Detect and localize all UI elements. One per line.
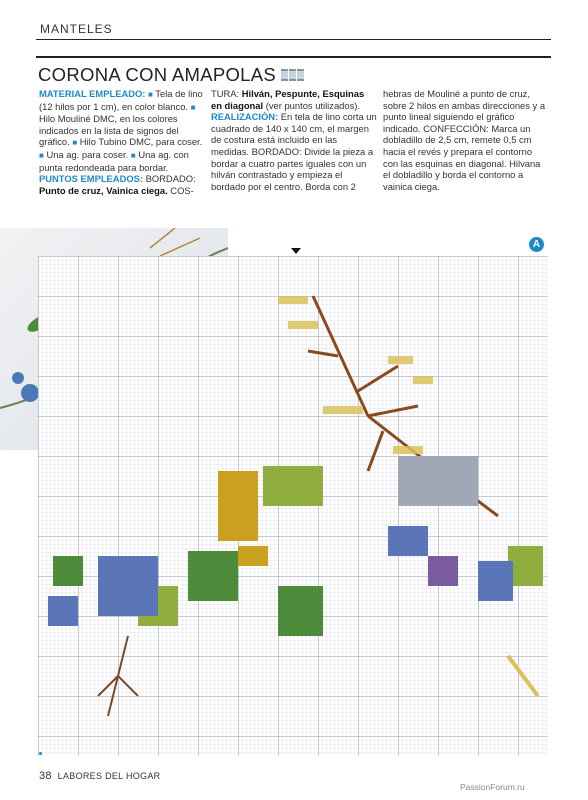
col2-text-segment: Hilván, Pespunte, Esquinas en diagonal xyxy=(211,88,365,111)
cross-stitch-chart-art xyxy=(38,256,548,756)
col1-text-segment: MATERIAL EMPLEADO: xyxy=(39,88,146,99)
article-title-row xyxy=(38,64,304,86)
col1-text-segment: ■ xyxy=(130,150,136,160)
watermark: PassionForum.ru xyxy=(460,782,525,792)
section-label: MANTELES xyxy=(40,22,113,36)
col1-text-segment: Una ag. con punta redondeada para bordar. xyxy=(39,148,189,173)
col1-text-segment: ■ xyxy=(148,90,153,99)
col1-text-segment: Hilo Tubino DMC, para coser. xyxy=(77,136,203,148)
chart-center-arrow-icon xyxy=(291,248,301,254)
title-rule xyxy=(36,56,551,58)
col2-text-segment: REALIZACIÓN: xyxy=(211,111,279,123)
article-title: CORONA CON AMAPOLAS xyxy=(38,64,277,85)
instructions xyxy=(39,88,549,196)
chart-section-marker: A xyxy=(529,237,544,252)
col1-text-segment: Hilo Mouliné DMC, en los colores indicados en la lista de signos del gráfico. xyxy=(39,113,179,148)
col1-text-segment: ■ xyxy=(190,102,196,112)
page-number: 38 xyxy=(39,770,52,782)
instructions-column-1 xyxy=(39,88,205,196)
instructions-column-3 xyxy=(383,88,549,196)
page-footer xyxy=(39,770,160,782)
col1-text-segment: ■ xyxy=(39,150,44,160)
col1-text-segment: COS- xyxy=(167,184,194,196)
spool-icon xyxy=(281,69,288,81)
instructions-column-2 xyxy=(211,88,377,196)
col1-text-segment: Tela de lino (12 hilos por 1 cm), en color blanco. xyxy=(39,88,203,112)
spool-icon xyxy=(297,69,304,81)
col2-text-segment: En tela de lino corta un cuadrado de 140 x 140 cm, el margen de costura está incluido en las medidas. BORDADO: Divide la pieza a bordar a cuatro partes iguales con un hilván contrastado y empieza el bordado por el centro. Borda con 2 xyxy=(211,111,377,192)
spool-icon xyxy=(289,69,296,81)
col1-text-segment: ■ xyxy=(72,138,78,148)
col2-text-segment: (ver puntos utilizados). xyxy=(263,99,361,111)
col1-text-segment: PUNTOS EMPLEADOS: xyxy=(39,173,144,185)
col3-text-segment: hebras de Mouliné a punto de cruz, sobre 2 hilos en ambas direcciones y a punto lineal siguiendo el gráfico indicado. CONFECCIÓN: Marca un dobladillo de 2,5 cm, remete 0,5 cm hacia el revés y prepara el contorno con las esquinas en diagonal. Hilvana el dobladillo y borda el contorno a vainica ciega. xyxy=(383,88,546,192)
col1-text-segment: Una ag. para coser. xyxy=(43,148,131,160)
magazine-name: LABORES DEL HOGAR xyxy=(57,771,161,781)
cross-stitch-chart xyxy=(38,256,548,756)
col2-text-segment: TURA: xyxy=(211,88,242,99)
chart-dot xyxy=(39,752,42,755)
col1-text-segment: BORDADO: xyxy=(143,173,196,185)
col1-text-segment: Punto de cruz, Vainica ciega. xyxy=(39,184,168,196)
header-rule xyxy=(36,39,551,40)
spool-icons xyxy=(281,69,304,81)
